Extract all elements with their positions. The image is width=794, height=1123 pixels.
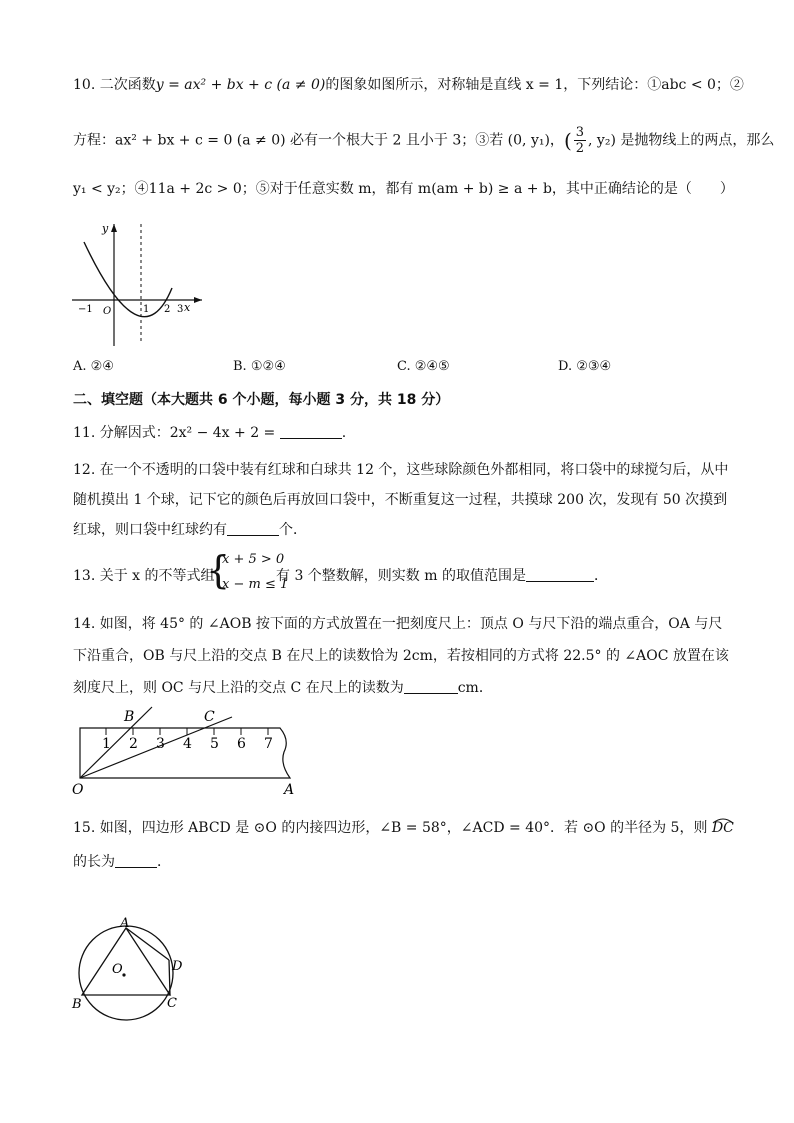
- q14-answer-blank[interactable]: [404, 679, 458, 694]
- q15-line1-text: 15. 如图，四边形 ABCD 是 ⊙O 的内接四边形，∠B = 58°，∠ACD = 40°．若 ⊙O 的半径为 5，则: [73, 820, 708, 836]
- ruler-label-b: B: [124, 709, 135, 725]
- circle-label-a: A: [120, 916, 130, 931]
- q10-suffix: 的图象如图所示，对称轴是直线 x = 1，下列结论：①abc < 0；②: [325, 77, 744, 93]
- graph-origin: O: [103, 306, 112, 317]
- q15-line2: [73, 851, 171, 871]
- q13-answer-blank[interactable]: [526, 567, 594, 582]
- q10-line2a: 方程：ax² + bx + c = 0 (a ≠ 0) 必有一个根大于 2 且小于 3；③若 (0, y₁)，: [73, 132, 564, 149]
- q12-line3-text: 红球，则口袋中红球约有: [73, 522, 227, 538]
- option-d[interactable]: D. ②③④: [558, 359, 612, 374]
- q14-line1: 14. 如图，将 45° 的 ∠AOB 按下面的方式放置在一把刻度尺上：顶点 O 与尺下沿的端点重合，OA 与尺: [73, 616, 723, 632]
- q13-brace: {: [206, 548, 231, 592]
- q13-ineq1: x + 5 > 0: [222, 552, 285, 567]
- q11: [73, 422, 346, 442]
- ruler-tick-6: 6: [237, 736, 246, 752]
- q15-arc-label: DC: [711, 820, 734, 836]
- ruler-tick-2: 2: [129, 736, 138, 752]
- q13-ineq2: x − m ≤ 1: [222, 577, 289, 592]
- q15-circle-figure: [68, 915, 198, 1030]
- q14-ruler-figure: [68, 704, 308, 800]
- section2-heading: 二、填空题（本大题共 6 个小题，每小题 3 分，共 18 分）: [73, 392, 450, 408]
- q10-line2: 方程：ax² + bx + c = 0 (a ≠ 0) 必有一个根大于 2 且小于 3；③若 (0, y₁)，( $\frac{3}{2}$ , y₂) 是抛物线上的两点，那么: [73, 125, 775, 156]
- q12-line1: 12. 在一个不透明的口袋中装有红球和白球共 12 个，这些球除颜色外都相同，将口袋中的球搅匀后，从中: [73, 462, 729, 478]
- q10-line1: [73, 74, 744, 94]
- ruler-tick-3: 3: [156, 736, 165, 752]
- q15-arc-dc: [712, 820, 734, 836]
- graph-tick-3: 3: [177, 304, 184, 315]
- q12-line2: 随机摸出 1 个球，记下它的颜色后再放回口袋中，不断重复这一过程，共摸球 200 次，发现有 50 次摸到: [73, 492, 728, 508]
- q13-end: ．: [593, 568, 608, 584]
- graph-tick-1: 1: [143, 304, 150, 315]
- option-a[interactable]: A. ②④: [73, 359, 114, 374]
- q10-frac-den: 2: [575, 141, 585, 156]
- q14-line3-text: 刻度尺上，则 OC 与尺上沿的交点 C 在尺上的读数为: [73, 680, 404, 696]
- q10-parabola-graph: [70, 218, 210, 348]
- q12-end: 个．: [279, 522, 307, 538]
- ruler-tick-4: 4: [183, 736, 192, 752]
- option-b[interactable]: B. ①②④: [233, 359, 286, 374]
- q15-end: ．: [157, 854, 171, 870]
- ruler-tick-7: 7: [264, 736, 273, 752]
- q10-frac-num: 3: [575, 125, 585, 140]
- ruler-label-o: O: [72, 782, 84, 798]
- q15-answer-blank[interactable]: [115, 853, 157, 868]
- q11-answer-blank[interactable]: [280, 424, 342, 439]
- q11-text: 11. 分解因式：2x² − 4x + 2 =: [73, 425, 276, 441]
- q13-prefix: 13. 关于 x 的不等式组: [73, 568, 215, 584]
- graph-tick-neg1: −1: [78, 304, 93, 315]
- circle-label-c: C: [167, 996, 177, 1011]
- ruler-tick-5: 5: [210, 736, 219, 752]
- ruler-label-c: C: [204, 709, 215, 725]
- q10-line2b: , y₂) 是抛物线上的两点，那么: [588, 132, 775, 149]
- q12-answer-blank[interactable]: [227, 521, 279, 536]
- q14-end: cm．: [457, 680, 493, 696]
- circle-label-d: D: [172, 959, 183, 974]
- ruler-tick-1: 1: [102, 736, 111, 752]
- q14-line2: 下沿重合，OB 与尺上沿的交点 B 在尺上的读数恰为 2cm，若按相同的方式将 22.5° 的 ∠AOC 放置在该: [73, 648, 729, 664]
- q11-end: .: [341, 425, 347, 441]
- circle-label-b: B: [72, 997, 82, 1012]
- q13-suffix: 有 3 个整数解，则实数 m 的取值范围是: [276, 568, 526, 584]
- q13: [73, 565, 215, 585]
- graph-tick-2: 2: [164, 304, 171, 315]
- graph-x-label: x: [184, 301, 191, 314]
- q14-line3: [73, 677, 493, 697]
- q10-prefix: 10. 二次函数: [73, 77, 156, 93]
- q10-line3: y₁ < y₂；④11a + 2c > 0；⑤对于任意实数 m，都有 m(am + b) ≥ a + b，其中正确结论的是（ ）: [73, 181, 734, 197]
- circle-label-o: O: [112, 962, 123, 977]
- q15-line1: [73, 817, 734, 837]
- q13-rest: [276, 565, 608, 585]
- option-c[interactable]: C. ②④⑤: [397, 359, 450, 374]
- ruler-label-a: A: [284, 782, 295, 798]
- q15-line2-text: 的长为: [73, 854, 115, 870]
- graph-y-label: y: [102, 222, 109, 235]
- q12-line3: [73, 519, 307, 539]
- q10-equation: y = ax² + bx + c (a ≠ 0): [155, 77, 326, 93]
